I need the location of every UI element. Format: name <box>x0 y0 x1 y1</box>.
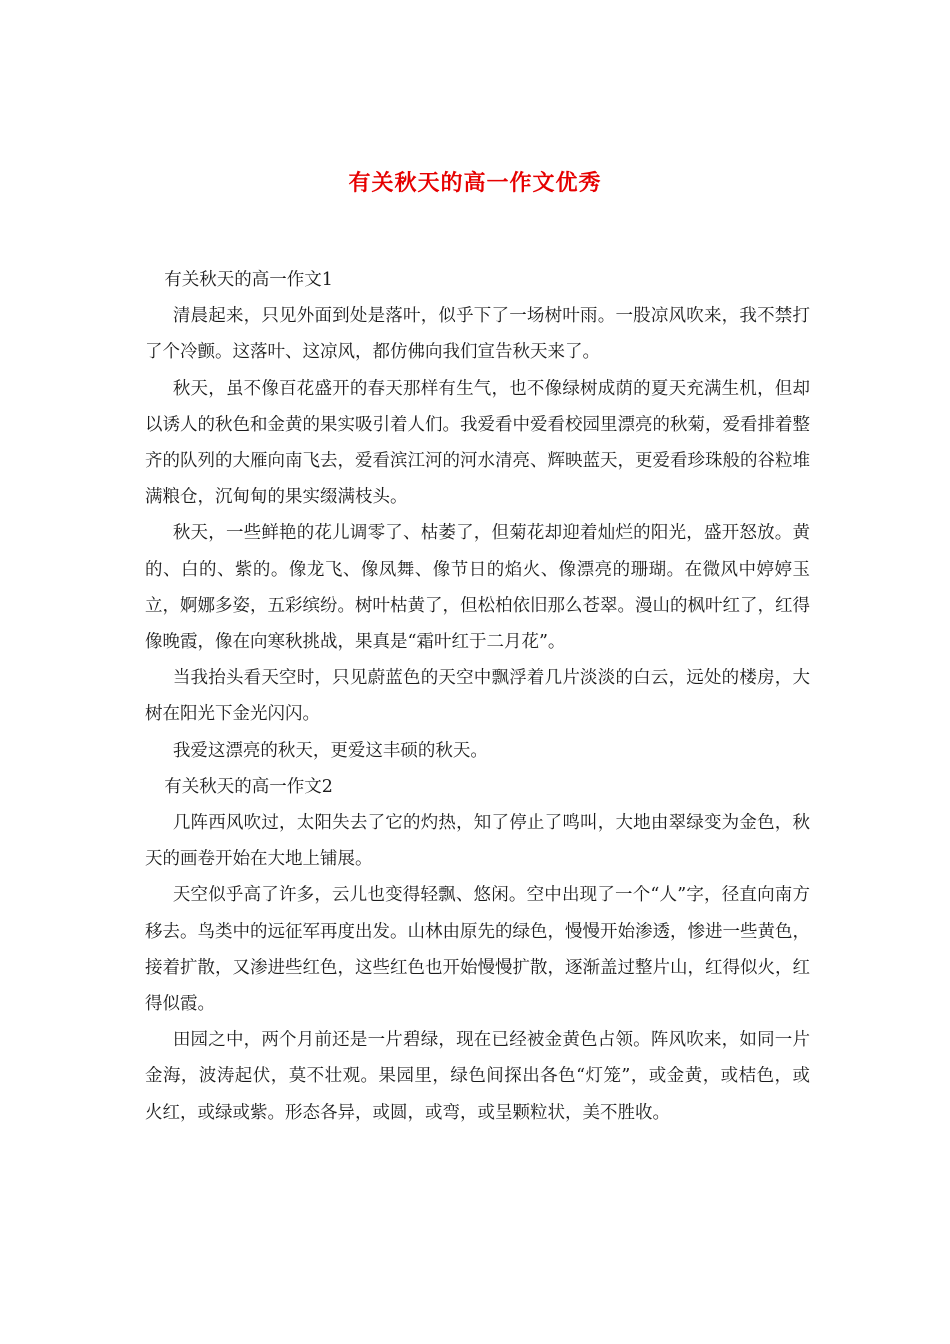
paragraph: 我爱这漂亮的秋天，更爱这丰硕的秋天。 <box>172 740 488 761</box>
paragraph: 清晨起来，只见外面到处是落叶，似乎下了一场树叶雨。一股凉风吹来，我不禁打了个冷颤。这落叶、这凉风，都仿佛向我们宣告秋天来了。 <box>145 306 810 363</box>
paragraph: 当我抬头看天空时，只见蔚蓝色的天空中飘浮着几片淡淡的白云，远处的楼房，大树在阳光下金光闪闪。 <box>145 668 810 725</box>
paragraph: 天空似乎高了许多，云儿也变得轻飘、悠闲。空中出现了一个“人”字，径直向南方移去。鸟类中的远征军再度出发。山林由原先的绿色，慢慢开始渗透，惨进一些黄色，接着扩散，又渗进些红色，这些红色也开始慢慢扩散，逐渐盖过整片山，红得似火，红得似霞。 <box>145 885 810 1015</box>
document-title: 有关秋天的高一作文优秀 <box>348 169 602 196</box>
section-heading: 有关秋天的高一作文1 <box>164 270 333 290</box>
section-heading: 有关秋天的高一作文2 <box>164 776 333 797</box>
paragraph: 秋天，一些鲜艳的花儿调零了、枯萎了，但菊花却迎着灿烂的阳光，盛开怒放。黄的、白的、紫的。像龙飞、像凤舞、像节日的焰火、像漂亮的珊瑚。在微风中婷婷玉立，婀娜多姿，五彩缤纷。树叶枯黄了，但松柏依旧那么苍翠。漫山的枫叶红了，红得像晚霞，像在向寒秋挑战，果真是“霜叶红于二月花”。 <box>145 523 810 653</box>
paragraph: 秋天，虽不像百花盛开的春天那样有生气，也不像绿树成荫的夏天充满生机，但却以诱人的秋色和金黄的果实吸引着人们。我爱看中爱看校园里漂亮的秋菊，爱看排着整齐的队列的大雁向南飞去，爱看滨江河的河水清亮、辉映蓝天，更爱看珍珠般的谷粒堆满粮仓，沉甸甸的果实缀满枝头。 <box>145 378 810 508</box>
paragraph: 田园之中，两个月前还是一片碧绿，现在已经被金黄色占领。阵风吹来，如同一片金海，波涛起伏，莫不壮观。果园里，绿色间探出各色“灯笼”，或金黄，或桔色，或火红，或绿或紫。形态各异，或圆，或弯，或呈颗粒状，美不胜收。 <box>145 1030 810 1123</box>
document-body <box>145 262 810 1131</box>
paragraph: 几阵西风吹过，太阳失去了它的灼热，知了停止了鸣叫，大地由翠绿变为金色，秋天的画卷开始在大地上铺展。 <box>145 813 810 870</box>
